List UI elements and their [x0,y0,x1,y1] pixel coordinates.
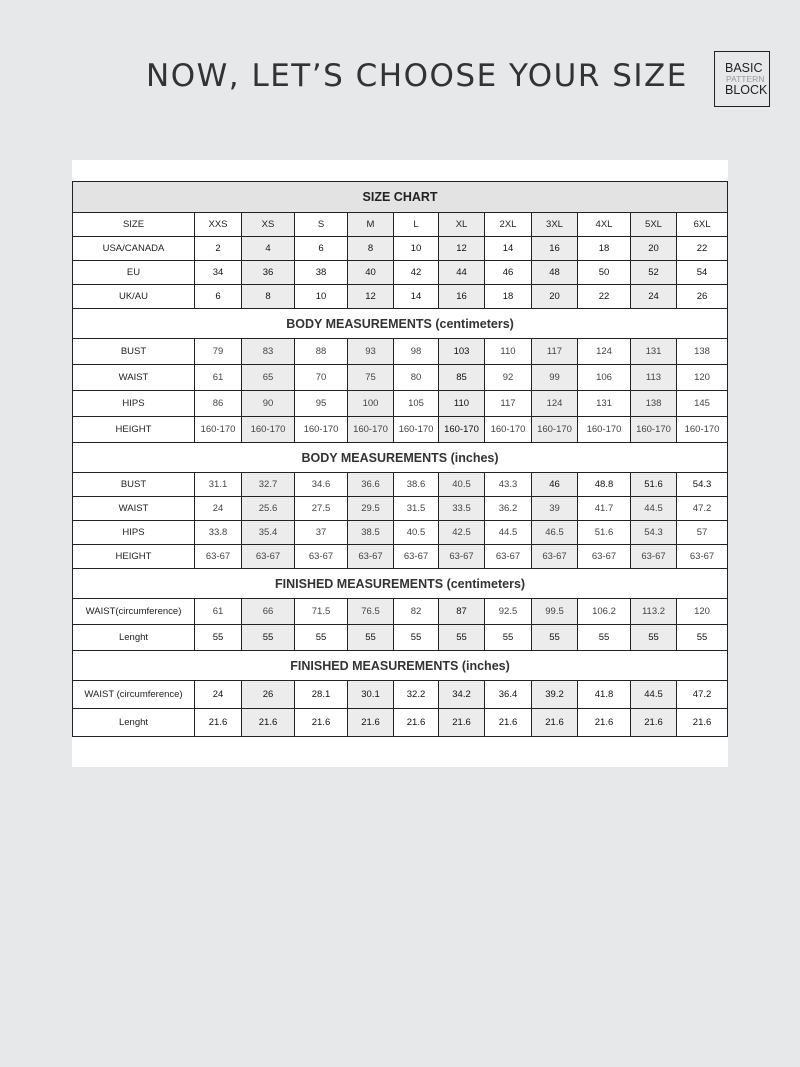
body-cm-section-title: BODY MEASUREMENTS (centimeters) [73,309,728,339]
table-cell: 21.6 [242,709,295,737]
table-cell: 35.4 [242,521,295,545]
table-cell: 82 [394,599,439,625]
table-cell: 55 [677,625,728,651]
finished-in-row-label: Lenght [73,709,195,737]
table-cell: 160-170 [242,417,295,443]
table-cell: 24 [195,497,242,521]
table-cell: 103 [439,339,485,365]
table-cell: 160-170 [631,417,677,443]
size-header-cell: 2XL [485,213,532,237]
table-row [73,625,728,651]
size-row-label: EU [73,261,195,285]
table-cell: 63-67 [295,545,348,569]
table-cell: 75 [348,365,394,391]
table-row [73,545,728,569]
table-cell: 48.8 [578,473,631,497]
table-cell: 117 [532,339,578,365]
table-cell: 99 [532,365,578,391]
body-in-row-label: HIPS [73,521,195,545]
table-cell: 63-67 [677,545,728,569]
table-cell: 55 [578,625,631,651]
table-cell: 51.6 [631,473,677,497]
body-cm-row-label: WAIST [73,365,195,391]
table-cell: 2 [195,237,242,261]
table-cell: 76.5 [348,599,394,625]
table-cell: 99.5 [532,599,578,625]
finished-cm-row-label: Lenght [73,625,195,651]
table-cell: 37 [295,521,348,545]
table-cell: 90 [242,391,295,417]
table-cell: 47.2 [677,497,728,521]
table-cell: 80 [394,365,439,391]
table-row [73,681,728,709]
body-cm-row-label: HIPS [73,391,195,417]
table-cell: 160-170 [485,417,532,443]
body-in-section-title: BODY MEASUREMENTS (inches) [73,443,728,473]
table-cell: 54.3 [631,521,677,545]
table-cell: 24 [631,285,677,309]
table-cell: 79 [195,339,242,365]
table-cell: 10 [394,237,439,261]
table-cell: 55 [532,625,578,651]
table-cell: 28.1 [295,681,348,709]
table-cell: 32.2 [394,681,439,709]
size-header-label: SIZE [73,213,195,237]
size-header-cell: XS [242,213,295,237]
table-cell: 160-170 [578,417,631,443]
logo-line-block: BLOCK [725,83,768,97]
table-cell: 63-67 [631,545,677,569]
table-cell: 131 [631,339,677,365]
table-cell: 12 [439,237,485,261]
table-cell: 44.5 [631,497,677,521]
table-cell: 6 [195,285,242,309]
table-row [73,521,728,545]
table-cell: 124 [578,339,631,365]
table-cell: 34.6 [295,473,348,497]
table-cell: 63-67 [348,545,394,569]
table-cell: 34.2 [439,681,485,709]
table-cell: 4 [242,237,295,261]
table-cell: 40.5 [394,521,439,545]
table-cell: 120 [677,365,728,391]
table-cell: 18 [485,285,532,309]
table-cell: 25.6 [242,497,295,521]
table-row [73,709,728,737]
table-cell: 47.2 [677,681,728,709]
table-cell: 14 [394,285,439,309]
table-cell: 63-67 [439,545,485,569]
size-header-row [73,213,728,237]
table-cell: 61 [195,599,242,625]
table-cell: 34 [195,261,242,285]
table-cell: 21.6 [578,709,631,737]
body-in-row-label: HEIGHT [73,545,195,569]
table-row [73,391,728,417]
table-cell: 21.6 [295,709,348,737]
table-cell: 21.6 [532,709,578,737]
logo-line-pattern: PATTERN [726,74,765,84]
table-cell: 21.6 [195,709,242,737]
table-cell: 160-170 [532,417,578,443]
table-cell: 50 [578,261,631,285]
table-cell: 44.5 [485,521,532,545]
table-cell: 8 [348,237,394,261]
table-cell: 86 [195,391,242,417]
table-cell: 40 [348,261,394,285]
table-cell: 52 [631,261,677,285]
body-cm-row-label: BUST [73,339,195,365]
table-cell: 54 [677,261,728,285]
finished-cm-section-title [73,569,728,599]
finished-cm-row-label: WAIST(circumference) [73,599,195,625]
table-cell: 22 [677,237,728,261]
table-cell: 117 [485,391,532,417]
table-cell: 160-170 [439,417,485,443]
table-cell: 85 [439,365,485,391]
table-cell: 95 [295,391,348,417]
finished-in-row-label: WAIST (circumference) [73,681,195,709]
table-cell: 61 [195,365,242,391]
table-cell: 51.6 [578,521,631,545]
body-in-row-label: WAIST [73,497,195,521]
finished-in-section-title: FINISHED MEASUREMENTS (inches) [73,651,728,681]
table-cell: 31.1 [195,473,242,497]
table-cell: 46 [485,261,532,285]
table-cell: 66 [242,599,295,625]
logo-line-basic: BASIC [725,61,763,75]
body-in-row-label: BUST [73,473,195,497]
table-cell: 14 [485,237,532,261]
table-cell: 55 [631,625,677,651]
table-cell: 42.5 [439,521,485,545]
size-chart-table [72,181,728,737]
table-cell: 55 [242,625,295,651]
table-cell: 24 [195,681,242,709]
table-cell: 138 [631,391,677,417]
table-cell: 110 [439,391,485,417]
body-in-section [73,443,728,473]
table-cell: 70 [295,365,348,391]
table-cell: 63-67 [532,545,578,569]
table-cell: 88 [295,339,348,365]
table-cell: 55 [295,625,348,651]
table-cell: 41.7 [578,497,631,521]
table-cell: 92.5 [485,599,532,625]
table-cell: 38.5 [348,521,394,545]
table-row [73,365,728,391]
table-cell: 98 [394,339,439,365]
table-cell: 63-67 [242,545,295,569]
size-header-cell: S [295,213,348,237]
table-cell: 54.3 [677,473,728,497]
table-cell: 20 [631,237,677,261]
table-cell: 83 [242,339,295,365]
table-row [73,599,728,625]
table-cell: 113.2 [631,599,677,625]
table-cell: 21.6 [439,709,485,737]
brand-logo [714,51,770,107]
table-cell: 63-67 [485,545,532,569]
table-cell: 46.5 [532,521,578,545]
table-cell: 36.4 [485,681,532,709]
table-cell: 39.2 [532,681,578,709]
table-row [73,261,728,285]
table-cell: 124 [532,391,578,417]
table-cell: 33.8 [195,521,242,545]
table-cell: 63-67 [195,545,242,569]
table-row [73,285,728,309]
table-cell: 105 [394,391,439,417]
table-cell: 63-67 [394,545,439,569]
finished-in-section [73,651,728,681]
table-row [73,339,728,365]
table-cell: 38.6 [394,473,439,497]
table-cell: 16 [532,237,578,261]
size-header-cell: 5XL [631,213,677,237]
table-cell: 55 [439,625,485,651]
table-cell: 21.6 [631,709,677,737]
table-cell: 8 [242,285,295,309]
finished-cm-section [73,569,728,599]
table-cell: 27.5 [295,497,348,521]
table-cell: 21.6 [348,709,394,737]
table-cell: 55 [394,625,439,651]
size-header-cell: 4XL [578,213,631,237]
table-cell: 55 [485,625,532,651]
table-row [73,417,728,443]
table-cell: 36.6 [348,473,394,497]
size-header-cell: XXS [195,213,242,237]
body-cm-section [73,309,728,339]
table-cell: 12 [348,285,394,309]
finished-cm-section-title-part: FINISHED MEASUREMENTS [275,576,444,591]
table-row [73,237,728,261]
table-cell: 106.2 [578,599,631,625]
table-cell: 26 [677,285,728,309]
table-cell: 63-67 [578,545,631,569]
table-cell: 33.5 [439,497,485,521]
table-cell: 160-170 [394,417,439,443]
size-row-label: USA/CANADA [73,237,195,261]
table-cell: 87 [439,599,485,625]
table-cell: 43.3 [485,473,532,497]
table-cell: 42 [394,261,439,285]
table-cell: 18 [578,237,631,261]
table-cell: 160-170 [195,417,242,443]
table-cell: 21.6 [677,709,728,737]
size-chart-heading-title: SIZE CHART [73,182,728,213]
table-row [73,473,728,497]
table-cell: 44 [439,261,485,285]
table-cell: 145 [677,391,728,417]
table-cell: 21.6 [394,709,439,737]
table-cell: 38 [295,261,348,285]
table-cell: 160-170 [677,417,728,443]
table-row [73,497,728,521]
size-header-cell: 3XL [532,213,578,237]
table-cell: 32.7 [242,473,295,497]
table-cell: 92 [485,365,532,391]
table-cell: 65 [242,365,295,391]
size-header-cell: L [394,213,439,237]
table-cell: 160-170 [348,417,394,443]
table-cell: 36.2 [485,497,532,521]
table-cell: 41.8 [578,681,631,709]
table-cell: 46 [532,473,578,497]
table-cell: 10 [295,285,348,309]
table-cell: 131 [578,391,631,417]
table-cell: 36 [242,261,295,285]
table-cell: 120 [677,599,728,625]
table-cell: 6 [295,237,348,261]
table-cell: 29.5 [348,497,394,521]
table-cell: 20 [532,285,578,309]
size-header-cell: M [348,213,394,237]
table-cell: 110 [485,339,532,365]
table-cell: 55 [195,625,242,651]
table-cell: 31.5 [394,497,439,521]
body-cm-row-label: HEIGHT [73,417,195,443]
table-cell: 26 [242,681,295,709]
table-cell: 160-170 [295,417,348,443]
page-title: NOW, LET’S CHOOSE YOUR SIZE [146,58,688,94]
table-cell: 113 [631,365,677,391]
table-cell: 39 [532,497,578,521]
table-cell: 30.1 [348,681,394,709]
table-cell: 16 [439,285,485,309]
table-cell: 100 [348,391,394,417]
table-cell: 93 [348,339,394,365]
table-cell: 55 [348,625,394,651]
table-cell: 106 [578,365,631,391]
table-cell: 71.5 [295,599,348,625]
size-chart-heading [73,182,728,213]
table-cell: 44.5 [631,681,677,709]
table-cell: 48 [532,261,578,285]
table-cell: 138 [677,339,728,365]
table-cell: 22 [578,285,631,309]
size-header-cell: 6XL [677,213,728,237]
finished-cm-section-title-part: (centimeters) [446,576,526,591]
table-cell: 21.6 [485,709,532,737]
table-cell: 57 [677,521,728,545]
table-cell: 40.5 [439,473,485,497]
size-chart-sheet [72,160,728,767]
size-row-label: UK/AU [73,285,195,309]
size-header-cell: XL [439,213,485,237]
